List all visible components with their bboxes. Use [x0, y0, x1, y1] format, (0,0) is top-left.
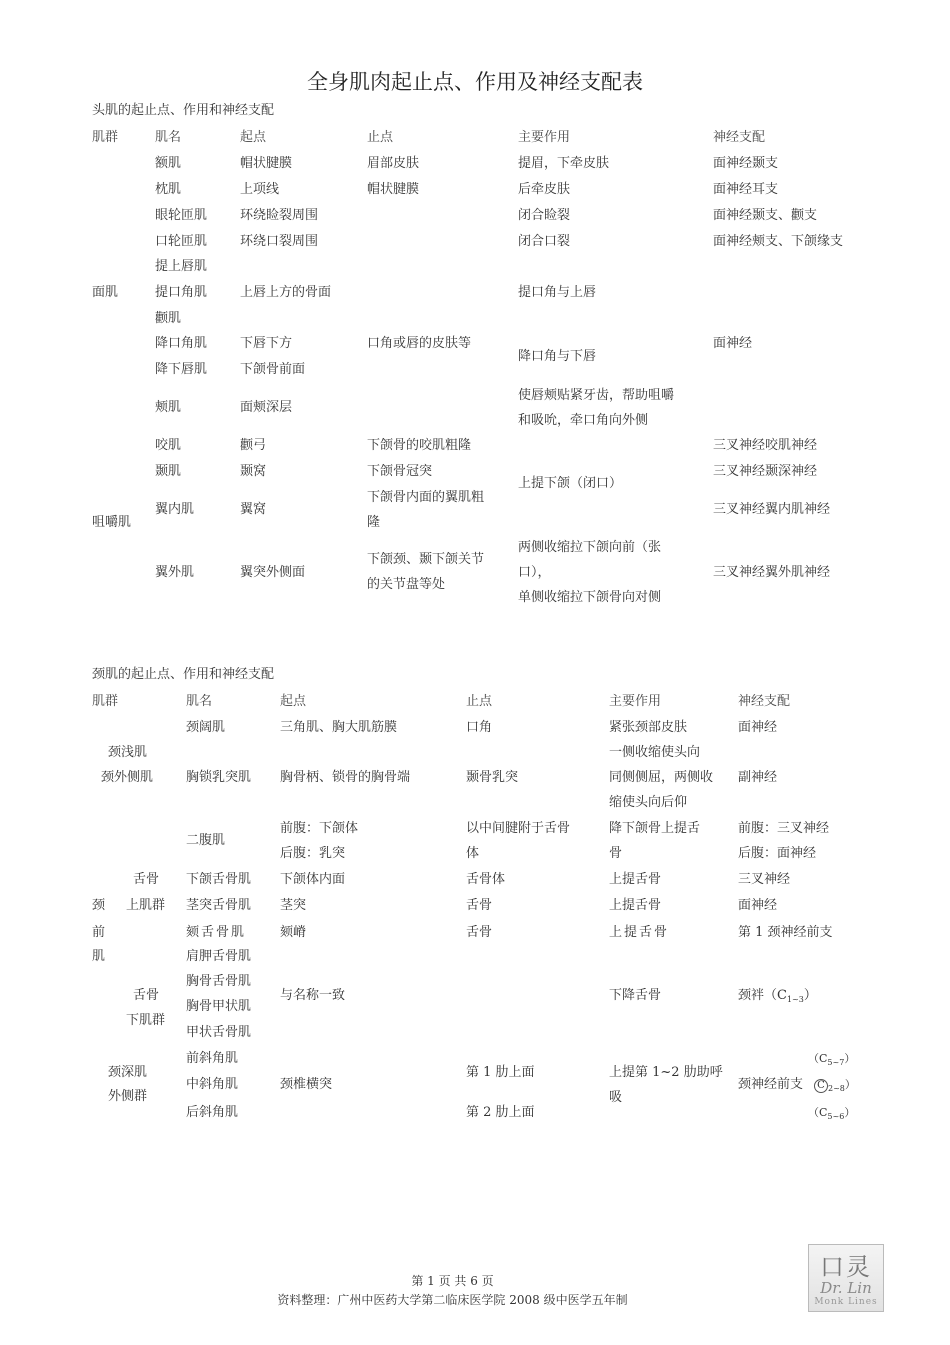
head-header-action: 主要作用	[518, 130, 571, 145]
origin: 颏嵴	[280, 925, 307, 940]
origin: 翼窝	[240, 502, 267, 517]
nerve: 后腹：面神经	[738, 846, 817, 861]
head-header-insertion: 止点	[367, 130, 394, 145]
page-number: 第 1 页 共 6 页	[411, 1274, 494, 1288]
insertion: 第 2 肋上面	[466, 1105, 535, 1120]
origin: 茎突	[280, 898, 307, 913]
insertion: 下颌骨冠突	[367, 464, 433, 479]
head-header-nerve: 神经支配	[713, 130, 766, 145]
action: 同侧侧屈，两侧收	[609, 770, 714, 785]
insertion: 颞骨乳突	[466, 770, 519, 785]
action: 缩使头向后仰	[609, 795, 688, 810]
nerve: C $_{2\sim 8}$）	[814, 1077, 856, 1097]
muscle-name: 翼内肌	[155, 502, 195, 517]
insertion: 舌骨	[466, 925, 493, 940]
nerve: 三叉神经咬肌神经	[713, 438, 818, 453]
muscle-name: 眼轮匝肌	[155, 208, 208, 223]
nerve: 颈神经前支	[738, 1077, 804, 1092]
muscle-group: 下肌群	[126, 1013, 166, 1028]
insertion: 体	[466, 846, 480, 861]
muscle-name: 前斜角肌	[186, 1051, 239, 1066]
muscle-name: 翼外肌	[155, 565, 195, 580]
neck-header-action: 主要作用	[609, 694, 662, 709]
action: 提眉，下牵皮肤	[518, 156, 610, 171]
nerve: 前腹：三叉神经	[738, 821, 830, 836]
neck-header-origin: 起点	[280, 694, 307, 709]
action: 上提舌骨	[609, 898, 662, 913]
neck-section-title: 颈肌的起止点、作用和神经支配	[92, 667, 275, 682]
insertion: 舌骨	[466, 898, 493, 913]
muscle-name: 肩胛舌骨肌	[186, 949, 252, 964]
muscle-name: 咬肌	[155, 438, 182, 453]
nerve: 三叉神经颞深神经	[713, 464, 818, 479]
action: 和吸吮，牵口角向外侧	[518, 413, 649, 428]
nerve: $(C_{5\sim 6})$	[808, 1106, 856, 1121]
origin: 帽状腱膜	[240, 156, 293, 171]
muscle-group: 肌	[92, 949, 106, 964]
origin: 颞窝	[240, 464, 267, 479]
action: 后牵皮肤	[518, 182, 571, 197]
origin: 面颊深层	[240, 400, 293, 415]
neck-header-insertion: 止点	[466, 694, 493, 709]
head-header-origin: 起点	[240, 130, 267, 145]
muscle-name: 颊肌	[155, 400, 182, 415]
muscle-name: 后斜角肌	[186, 1105, 239, 1120]
nerve: 面神经颞支、颧支	[713, 208, 818, 223]
action: 紧张颈部皮肤	[609, 720, 688, 735]
action: 上提舌骨	[609, 925, 670, 940]
origin: 下颌骨前面	[240, 362, 306, 377]
action: 提口角与上唇	[518, 285, 597, 300]
origin: 环绕口裂周围	[240, 234, 319, 249]
muscle-name: 颞肌	[155, 464, 182, 479]
muscle-name: 胸骨舌骨肌	[186, 974, 252, 989]
origin: 上唇上方的骨面	[240, 285, 332, 300]
neck-header-group: 肌群	[92, 694, 119, 709]
origin: 与名称一致	[280, 988, 346, 1003]
muscle-group: 舌骨	[133, 872, 160, 887]
muscle-group: 颈深肌	[108, 1065, 148, 1080]
muscle-group: 颈外侧肌	[101, 770, 154, 785]
nerve: 副神经	[738, 770, 778, 785]
action: 降口角与下唇	[518, 349, 597, 364]
neck-header-nerve: 神经支配	[738, 694, 791, 709]
muscle-name: 颈阔肌	[186, 720, 226, 735]
origin: 下颌体内面	[280, 872, 346, 887]
page-title: 全身肌肉起止点、作用及神经支配表	[307, 70, 643, 94]
insertion: 舌骨体	[466, 872, 506, 887]
muscle-name: 颏舌骨肌	[186, 925, 247, 940]
muscle-group: 上肌群	[126, 898, 166, 913]
muscle-name: 下颌舌骨肌	[186, 872, 252, 887]
muscle-name: 甲状舌骨肌	[186, 1025, 252, 1040]
nerve: 面神经	[738, 898, 778, 913]
action: 使唇颊贴紧牙齿，帮助咀嚼	[518, 388, 675, 403]
origin: 后腹：乳突	[280, 846, 346, 861]
action: 口），	[518, 565, 551, 580]
muscle-name: 二腹肌	[186, 833, 226, 848]
nerve: 面神经颞支	[713, 156, 779, 171]
insertion: 以中间腱附于舌骨	[466, 821, 571, 836]
muscle-group: 咀嚼肌	[92, 515, 132, 530]
muscle-name: 降下唇肌	[155, 362, 208, 377]
origin: 颧弓	[240, 438, 267, 453]
nerve: 三叉神经翼外肌神经	[713, 565, 831, 580]
insertion: 帽状腱膜	[367, 182, 420, 197]
muscle-group: 颈浅肌	[108, 745, 148, 760]
origin: 下唇下方	[240, 336, 293, 351]
action: 一侧收缩使头向	[609, 745, 701, 760]
action: 吸	[609, 1090, 623, 1105]
neck-header-name: 肌名	[186, 694, 213, 709]
source-note: 资料整理：广州中医药大学第二临床医学院 2008 级中医学五年制	[277, 1293, 628, 1307]
muscle-name: 中斜角肌	[186, 1077, 239, 1092]
origin: 三角肌、胸大肌筋膜	[280, 720, 398, 735]
nerve: 面神经	[713, 336, 753, 351]
nerve: 三叉神经翼内肌神经	[713, 502, 831, 517]
action: 下降舌骨	[609, 988, 662, 1003]
muscle-name: 胸骨甲状肌	[186, 999, 252, 1014]
action: 单侧收缩拉下颌骨向对侧	[518, 590, 662, 605]
head-header-group: 肌群	[92, 130, 119, 145]
insertion: 下颌骨内面的翼肌粗	[367, 490, 485, 505]
head-header-name: 肌名	[155, 130, 182, 145]
muscle-name: 颧肌	[155, 311, 182, 326]
nerve: 第 1 颈神经前支	[738, 925, 833, 940]
muscle-group: 面肌	[92, 285, 119, 300]
insertion: 眉部皮肤	[367, 156, 420, 171]
origin: 上项线	[240, 182, 280, 197]
origin: 颈椎横突	[280, 1077, 333, 1092]
origin: 翼突外侧面	[240, 565, 306, 580]
insertion: 第 1 肋上面	[466, 1065, 535, 1080]
muscle-name: 枕肌	[155, 182, 182, 197]
head-section-title: 头肌的起止点、作用和神经支配	[92, 103, 275, 118]
origin: 胸骨柄、锁骨的胸骨端	[280, 770, 411, 785]
insertion: 的关节盘等处	[367, 577, 446, 592]
logo-subtext: Monk Lines	[814, 1297, 878, 1307]
action: 闭合口裂	[518, 234, 571, 249]
origin: 环绕睑裂周围	[240, 208, 319, 223]
logo	[808, 1244, 884, 1312]
muscle-name: 胸锁乳突肌	[186, 770, 252, 785]
muscle-name: 降口角肌	[155, 336, 208, 351]
action: 两侧收缩拉下颌向前（张	[518, 540, 662, 555]
action: 上提下颌（闭口）	[518, 476, 623, 491]
insertion: 下颌骨的咬肌粗隆	[367, 438, 472, 453]
insertion: 口角或唇的皮肤等	[367, 336, 472, 351]
action: 上提舌骨	[609, 872, 662, 887]
muscle-name: 茎突舌骨肌	[186, 898, 252, 913]
nerve: 面神经耳支	[713, 182, 779, 197]
action: 上提第 1~2 肋助呼	[609, 1065, 723, 1080]
muscle-group: 前	[92, 925, 106, 940]
action: 骨	[609, 846, 623, 861]
nerve: 三叉神经	[738, 872, 791, 887]
logo-text: Dr. Lin	[820, 1279, 872, 1297]
muscle-group: 颈	[92, 898, 106, 913]
muscle-name: 提口角肌	[155, 285, 208, 300]
logo-mark: 口灵	[820, 1253, 872, 1281]
origin: 前腹：下颌体	[280, 821, 359, 836]
muscle-name: 提上唇肌	[155, 259, 208, 274]
insertion: 隆	[367, 515, 381, 530]
nerve: 面神经颊支、下颌缘支	[713, 234, 844, 249]
muscle-name: 额肌	[155, 156, 182, 171]
muscle-group: 舌骨	[133, 988, 160, 1003]
muscle-group: 外侧群	[108, 1089, 148, 1104]
nerve: $(C_{5\sim 7})$	[808, 1052, 856, 1067]
insertion: 口角	[466, 720, 493, 735]
nerve: 颈袢$(C_{1\sim 3})$	[738, 988, 817, 1004]
muscle-name: 口轮匝肌	[155, 234, 208, 249]
insertion: 下颌颈、颞下颌关节	[367, 552, 485, 567]
action: 闭合睑裂	[518, 208, 571, 223]
action: 降下颌骨上提舌	[609, 821, 701, 836]
nerve: 面神经	[738, 720, 778, 735]
